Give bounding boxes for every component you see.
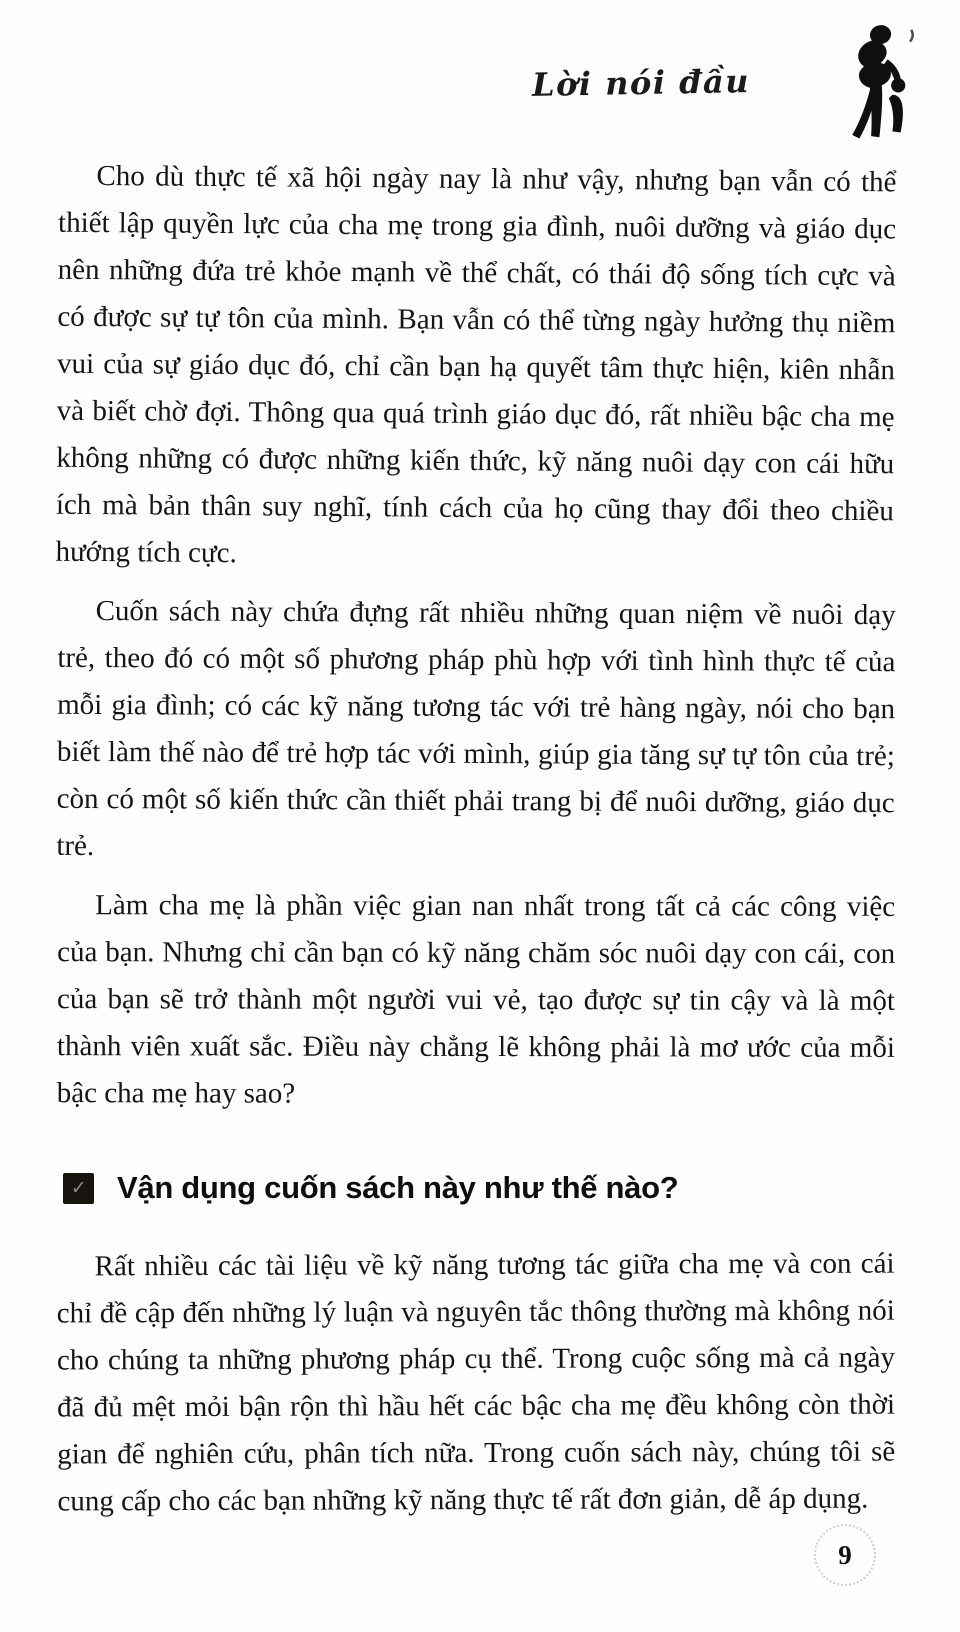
section-heading	[63, 1170, 895, 1206]
checked-square-icon: ✓	[63, 1173, 94, 1204]
paragraph: Làm cha mẹ là phần việc gian nan nhất trong tất cả các công việc của bạn. Nhưng chỉ cần bạn có kỹ năng chăm sóc nuôi dạy con cái, con của bạn sẽ trở thành một người vui vẻ, tạo được sự tin cậy và là một thành viên xuất sắc. Điều này chẳng lẽ không phải là mơ ước của mỗi bậc cha mẹ hay sao?	[56, 889, 896, 1110]
parent-child-silhouette-icon	[834, 24, 920, 142]
page-header	[0, 0, 960, 160]
paragraph: Cho dù thực tế xã hội ngày nay là như vậy, nhưng bạn vẫn có thể thiết lập quyền lực của cha mẹ trong gia đình, nuôi dưỡng và giáo dục nên những đứa trẻ khỏe mạnh về thể chất, có thái độ sống tích cực và có được sự tự tôn của mình. Bạn vẫn có thể từng ngày hưởng thụ niềm vui của sự giáo dục đó, chỉ cần bạn hạ quyết tâm thực hiện, kiên nhẫn và biết chờ đợi. Thông qua quá trình giáo dục đó, rất nhiều bậc cha mẹ không những có được những kiến thức, kỹ năng nuôi dạy con cái hữu ích mà bản thân suy nghĩ, tính cách của họ cũng thay đổi theo chiều hướng tích cực.	[55, 160, 897, 570]
paragraph: Rất nhiều các tài liệu về kỹ năng tương tác giữa cha mẹ và con cái chỉ đề cập đến những lý luận và nguyên tắc thông thường mà không nói cho chúng ta những phương pháp cụ thể. Trong cuộc sống mà cả ngày đã đủ mệt mỏi bận rộn thì hầu hết các bậc cha mẹ đều không còn thời gian để nghiên cứu, phân tích nữa. Trong cuốn sách này, chúng tôi sẽ cung cấp cho các bạn những kỹ năng thực tế rất đơn giản, dễ áp dụng.	[56, 1247, 896, 1518]
page-number-badge	[814, 1524, 876, 1586]
page-number: 9	[838, 1539, 852, 1570]
chapter-title: Lời nói đầu	[531, 62, 751, 104]
paragraph: Cuốn sách này chứa đựng rất nhiều những quan niệm về nuôi dạy trẻ, theo đó có một số phương pháp phù hợp với tình hình thực tế của mỗi gia đình; có các kỹ năng tương tác với trẻ hàng ngày, nói cho bạn biết làm thế nào để trẻ hợp tác với mình, giúp gia tăng sự tự tôn của trẻ; còn có một số kiến thức cần thiết phải trang bị để nuôi dưỡng, giáo dục trẻ.	[56, 595, 896, 863]
page-body	[57, 156, 895, 1535]
section-heading-text: Vận dụng cuốn sách này như thế nào?	[117, 1170, 679, 1205]
